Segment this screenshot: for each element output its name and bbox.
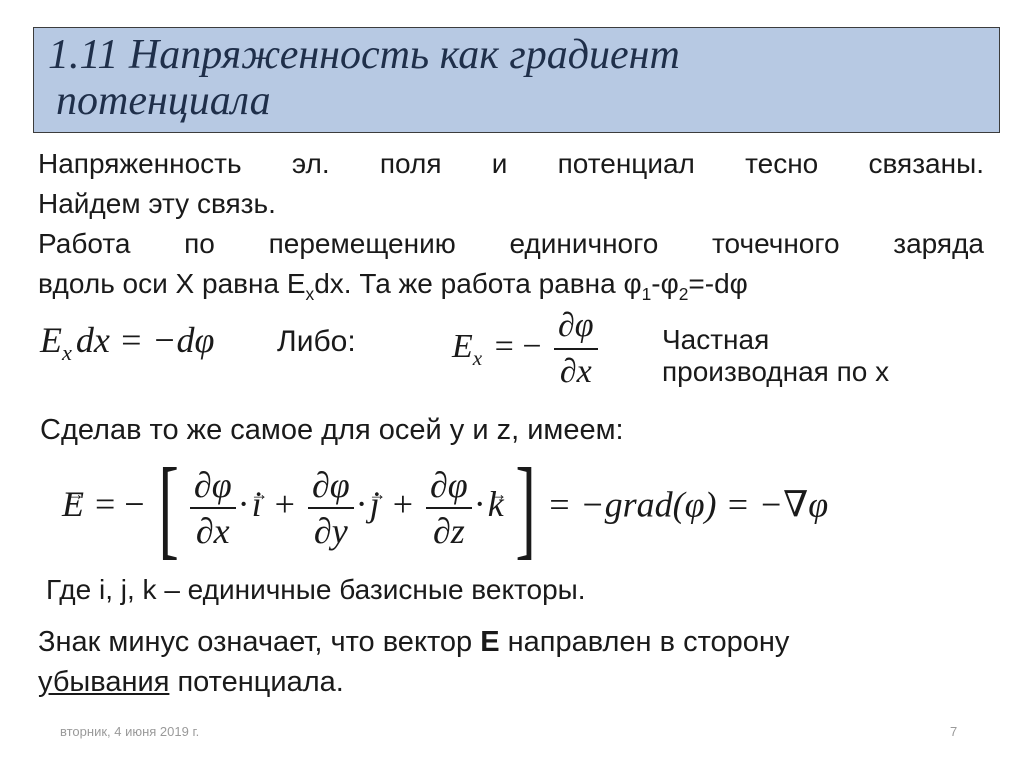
minus-text-2: направлен в сторону <box>499 626 790 658</box>
p2-sub-x: x <box>305 283 315 304</box>
p2-sub-1: 1 <box>641 283 652 304</box>
slide-title-line-2: потенциала <box>56 78 271 124</box>
gradeq-plus-2: + <box>392 484 413 525</box>
gradeq-right-bracket: ] <box>515 446 536 570</box>
eq2-fraction <box>554 306 598 392</box>
minus-underlined-word: убывания <box>38 666 170 698</box>
partial-note-line-1: Частная <box>662 324 770 355</box>
eq2-sub-x: x <box>472 345 483 370</box>
eq2-denominator: ∂x <box>559 353 592 390</box>
either-label: Либо: <box>277 325 356 358</box>
minus-text-1: Знак минус означает, что вектор <box>38 626 481 658</box>
footer-date: вторник, 4 июня 2019 г. <box>60 724 200 739</box>
footer-page-number: 7 <box>950 724 958 739</box>
equation-ex-partial <box>452 306 598 392</box>
partial-note-line-2: производная по x <box>662 356 890 387</box>
p2-text-b: dx. Та же работа равна φ <box>314 268 642 299</box>
p2-text-c: -φ <box>651 268 679 299</box>
gradeq-fraction-y <box>308 465 354 551</box>
eq1-body: dx = −dφ <box>75 320 215 360</box>
gradeq-fz-den: ∂z <box>432 511 465 551</box>
gradeq-vector-E: → E <box>62 484 84 524</box>
gradeq-tail: = −grad(φ) = −∇φ <box>547 484 829 525</box>
eq1-sub-x: x <box>62 340 72 366</box>
gradeq-fraction-x <box>190 465 236 551</box>
gradeq-fx-num: ∂φ <box>190 465 236 509</box>
gradeq-vector-j: → j <box>370 484 380 524</box>
slide-title-line-1: 1.11 Напряженность как градиент <box>48 32 680 78</box>
paragraph-2-line-1: Работа по перемещению единичного точечного заряда <box>38 228 984 259</box>
paragraph-1-line-2: Найдем эту связь. <box>38 188 276 219</box>
gradeq-fy-den: ∂y <box>313 511 348 551</box>
minus-text-3: потенциала. <box>169 666 344 698</box>
p2-text-d: =-dφ <box>688 268 748 299</box>
eq2-equals: = − <box>494 327 542 365</box>
minus-sign-line-2 <box>38 664 344 700</box>
gradient-equation <box>62 446 829 570</box>
gradeq-plus-1: + <box>274 484 295 525</box>
paragraph-2-line-2 <box>38 266 748 305</box>
gradeq-fy-num: ∂φ <box>308 465 354 509</box>
gradeq-left-bracket: [ <box>158 446 179 570</box>
eq2-numerator: ∂φ <box>554 306 598 350</box>
paragraph-1-line-1: Напряженность эл. поля и потенциал тесно связаны. <box>38 148 984 179</box>
p2-text-a: вдоль оси X равна E <box>38 268 306 299</box>
gradeq-fz-num: ∂φ <box>426 465 472 509</box>
equation-ex-dx <box>40 318 214 367</box>
gradeq-vector-k: → k <box>488 484 504 524</box>
same-for-yz-text: Сделав то же самое для осей y и z, имеем: <box>40 414 624 446</box>
minus-sign-line-1 <box>38 624 789 660</box>
title-banner <box>33 27 1000 133</box>
eq1-E: E <box>40 320 62 360</box>
eq2-E: E <box>452 327 473 365</box>
gradeq-eq-minus: = − <box>95 484 145 525</box>
p2-sub-2: 2 <box>678 283 689 304</box>
gradeq-dot-3: · <box>473 484 486 525</box>
basis-vectors-note: Где i, j, k – единичные базисные векторы. <box>46 574 586 605</box>
gradeq-dot-1: · <box>237 484 250 525</box>
gradeq-dot-2: · <box>355 484 368 525</box>
gradeq-fx-den: ∂x <box>195 511 230 551</box>
gradeq-fraction-z <box>426 465 472 551</box>
minus-bold-E: E <box>480 626 500 658</box>
gradeq-vector-i: → i <box>252 484 262 524</box>
